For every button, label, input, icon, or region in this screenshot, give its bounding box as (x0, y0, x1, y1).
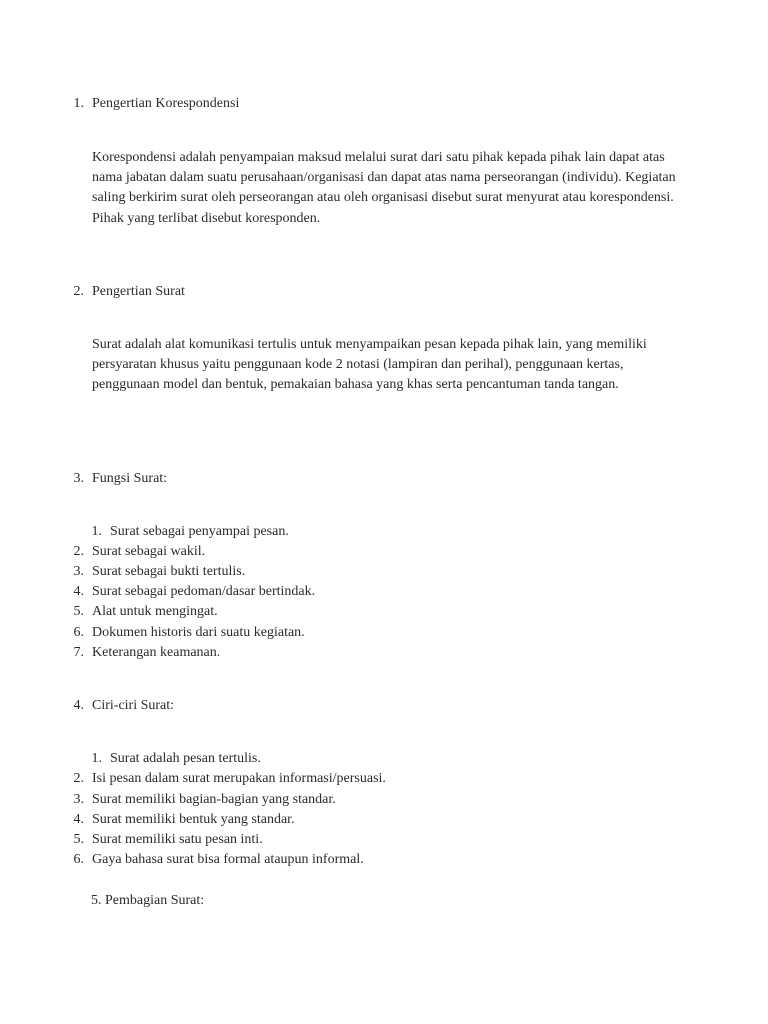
section-number: 3. (73, 471, 84, 486)
list-item-text: Keterangan keamanan. (92, 645, 221, 660)
section-title: Pengertian Surat (92, 284, 185, 299)
list-item-text: Surat memiliki bagian-bagian yang standar. (92, 792, 336, 807)
list-item-text: Dokumen historis dari suatu kegiatan. (92, 625, 305, 640)
list-item-number: 3. (73, 564, 84, 579)
list-item-number: 4. (73, 812, 84, 827)
list-item-number: 2. (73, 771, 84, 786)
section-number: 1. (73, 96, 84, 111)
list-item-text: Surat sebagai bukti tertulis. (92, 564, 246, 579)
list-item-number: 7. (73, 645, 84, 660)
list-item-text: Surat sebagai penyampai pesan. (110, 524, 289, 539)
section-number: 4. (73, 698, 84, 713)
section-paragraph-2: Surat adalah alat komunikasi tertulis untuk menyampaikan pesan kepada pihak lain, yang memiliki persyaratan khusus yaitu penggunaan kode 2 notasi (lampiran dan perihal), penggunaan kertas, penggunaan model dan bentuk, pemakaian bahasa yang khas serta pencantuman tanda tangan. (92, 337, 647, 393)
list-item-text: Gaya bahasa surat bisa formal ataupun informal. (92, 852, 364, 867)
section-heading-5: 5. Pembagian Surat: (91, 893, 205, 908)
list-item-text: Surat memiliki bentuk yang standar. (92, 812, 295, 827)
list-item-text: Surat memiliki satu pesan inti. (92, 832, 263, 847)
list-item-text: Alat untuk mengingat. (92, 604, 218, 619)
list-item-number: 5. (73, 604, 84, 619)
list-item-text: Surat sebagai pedoman/dasar bertindak. (92, 584, 316, 599)
list-item-number: 6. (73, 625, 84, 640)
section-title: Fungsi Surat: (92, 471, 168, 486)
list-item-number: 1. (91, 524, 102, 539)
list-item-text: Surat adalah pesan tertulis. (110, 751, 261, 766)
list-item-text: Isi pesan dalam surat merupakan informasi/persuasi. (92, 771, 386, 786)
list-item-number: 6. (73, 852, 84, 867)
section-title: Ciri-ciri Surat: (92, 698, 175, 713)
list-item-number: 3. (73, 792, 84, 807)
section-paragraph-1: Korespondensi adalah penyampaian maksud melalui surat dari satu pihak kepada pihak lain dapat atas nama jabatan dalam suatu perusahaan/organisasi dan dapat atas nama perseorangan (individu). Kegiatan saling berkirim surat oleh perseorangan atau oleh organisasi disebut surat menyurat atau korespondensi. Pihak yang terlibat disebut koresponden. (92, 150, 676, 226)
list-item-number: 2. (73, 544, 84, 559)
list-item-number: 4. (73, 584, 84, 599)
list-item-number: 5. (73, 832, 84, 847)
section-number: 2. (73, 284, 84, 299)
section-title: Pengertian Korespondensi (92, 96, 240, 111)
list-item-number: 1. (91, 751, 102, 766)
list-item-text: Surat sebagai wakil. (92, 544, 206, 559)
